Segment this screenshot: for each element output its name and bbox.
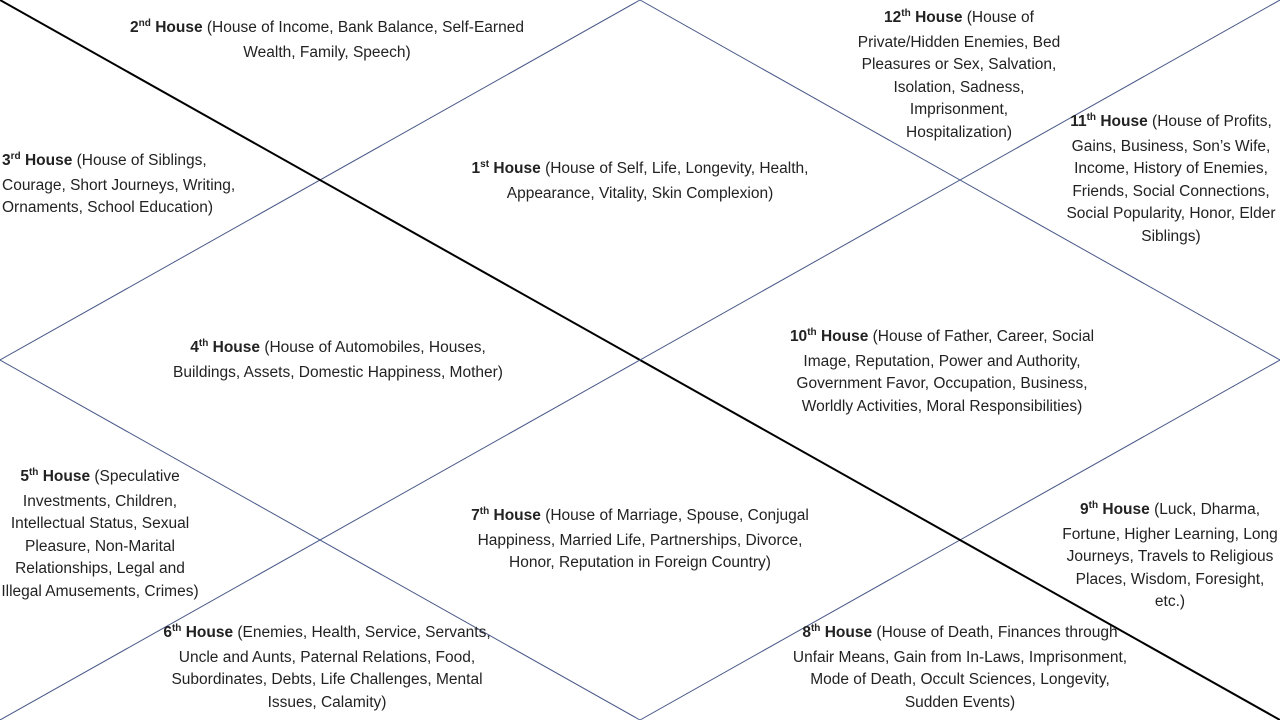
house-4-number: 4 <box>190 339 199 356</box>
house-3 <box>2 150 272 220</box>
house-8-description: (House of Death, Finances through Unfair Means, Gain from In-Laws, Imprisonment, Mode of Death, Occult Sciences, Longevity, Sudden Events) <box>792 624 1128 711</box>
house-8-ordinal: th <box>810 623 821 634</box>
house-7 <box>468 505 812 575</box>
house-2-number: 2 <box>130 19 139 36</box>
house-6-ordinal: th <box>171 623 182 634</box>
house-5 <box>0 466 200 603</box>
house-1 <box>445 158 835 205</box>
house-1-description: (House of Self, Life, Longevity, Health, Appearance, Vitality, Skin Complexion) <box>506 160 809 202</box>
house-12-ordinal: th <box>901 8 911 19</box>
house-3-number: 3 <box>2 152 11 169</box>
house-3-description: (House of Siblings, Courage, Short Journeys, Writing, Ornaments, School Education) <box>2 152 236 216</box>
house-5-ordinal: th <box>28 467 39 478</box>
house-7-ordinal: th <box>479 506 490 517</box>
house-4-ordinal: th <box>198 338 209 349</box>
house-2-description: (House of Income, Bank Balance, Self-Earned Wealth, Family, Speech) <box>206 19 524 61</box>
house-2-ordinal: nd <box>138 18 151 29</box>
house-4 <box>168 337 508 384</box>
house-2-word: House <box>155 19 203 36</box>
house-9-ordinal: th <box>1088 500 1099 511</box>
house-7-number: 7 <box>471 507 480 524</box>
house-6-number: 6 <box>163 624 172 641</box>
house-3-ordinal: rd <box>10 151 21 162</box>
house-6 <box>162 622 492 714</box>
house-11-description: (House of Profits, Gains, Business, Son’s Wife, Income, History of Enemies, Friends, Social Connections, Social Popularity, Honor, Elder Siblings) <box>1066 113 1276 245</box>
house-8-word: House <box>824 624 873 641</box>
house-5-description: (Speculative Investments, Children, Intellectual Status, Sexual Pleasure, Non-Marital Relationships, Legal and Illegal Amusements, Crimes) <box>1 468 199 600</box>
house-12-number: 12 <box>884 9 902 26</box>
house-6-word: House <box>185 624 234 641</box>
house-7-description: (House of Marriage, Spouse, Conjugal Happiness, Married Life, Partnerships, Divorce, Honor, Reputation in Foreign Country) <box>477 507 809 571</box>
house-9 <box>1060 499 1280 614</box>
house-12-description: (House of Private/Hidden Enemies, Bed Pleasures or Sex, Salvation, Isolation, Sadness, Imprisonment, Hospitalization) <box>857 9 1061 141</box>
house-9-word: House <box>1102 501 1150 518</box>
house-9-number: 9 <box>1079 501 1089 518</box>
house-11-number: 11 <box>1070 113 1087 130</box>
house-12-word: House <box>915 9 963 26</box>
house-5-word: House <box>42 468 91 485</box>
house-10-word: House <box>820 328 869 345</box>
house-11-ordinal: th <box>1086 112 1097 123</box>
house-10-ordinal: th <box>807 327 817 338</box>
house-12 <box>856 7 1062 144</box>
house-11-word: House <box>1100 113 1148 130</box>
house-1-word: House <box>493 160 541 177</box>
house-1-number: 1 <box>471 160 481 177</box>
house-5-number: 5 <box>20 468 29 485</box>
house-9-description: (Luck, Dharma, Fortune, Higher Learning, Long Journeys, Travels to Religious Places, Wisdom, Foresight, etc.) <box>1062 501 1278 610</box>
house-3-word: House <box>24 152 73 169</box>
house-10 <box>772 326 1112 418</box>
house-11 <box>1062 111 1280 248</box>
house-10-number: 10 <box>789 328 808 345</box>
house-2 <box>108 17 546 64</box>
house-8 <box>790 622 1130 714</box>
house-7-word: House <box>493 507 541 524</box>
house-10-description: (House of Father, Career, Social Image, Reputation, Power and Authority, Government Favor, Occupation, Business, Worldly Activities, Moral Responsibilities) <box>796 328 1095 415</box>
house-4-description: (House of Automobiles, Houses, Buildings, Assets, Domestic Happiness, Mother) <box>173 339 503 381</box>
house-1-ordinal: st <box>480 159 490 170</box>
house-6-description: (Enemies, Health, Service, Servants, Uncle and Aunts, Paternal Relations, Food, Subordinates, Debts, Life Challenges, Mental Issues, Calamity) <box>171 624 491 711</box>
house-4-word: House <box>212 339 261 356</box>
house-8-number: 8 <box>802 624 811 641</box>
